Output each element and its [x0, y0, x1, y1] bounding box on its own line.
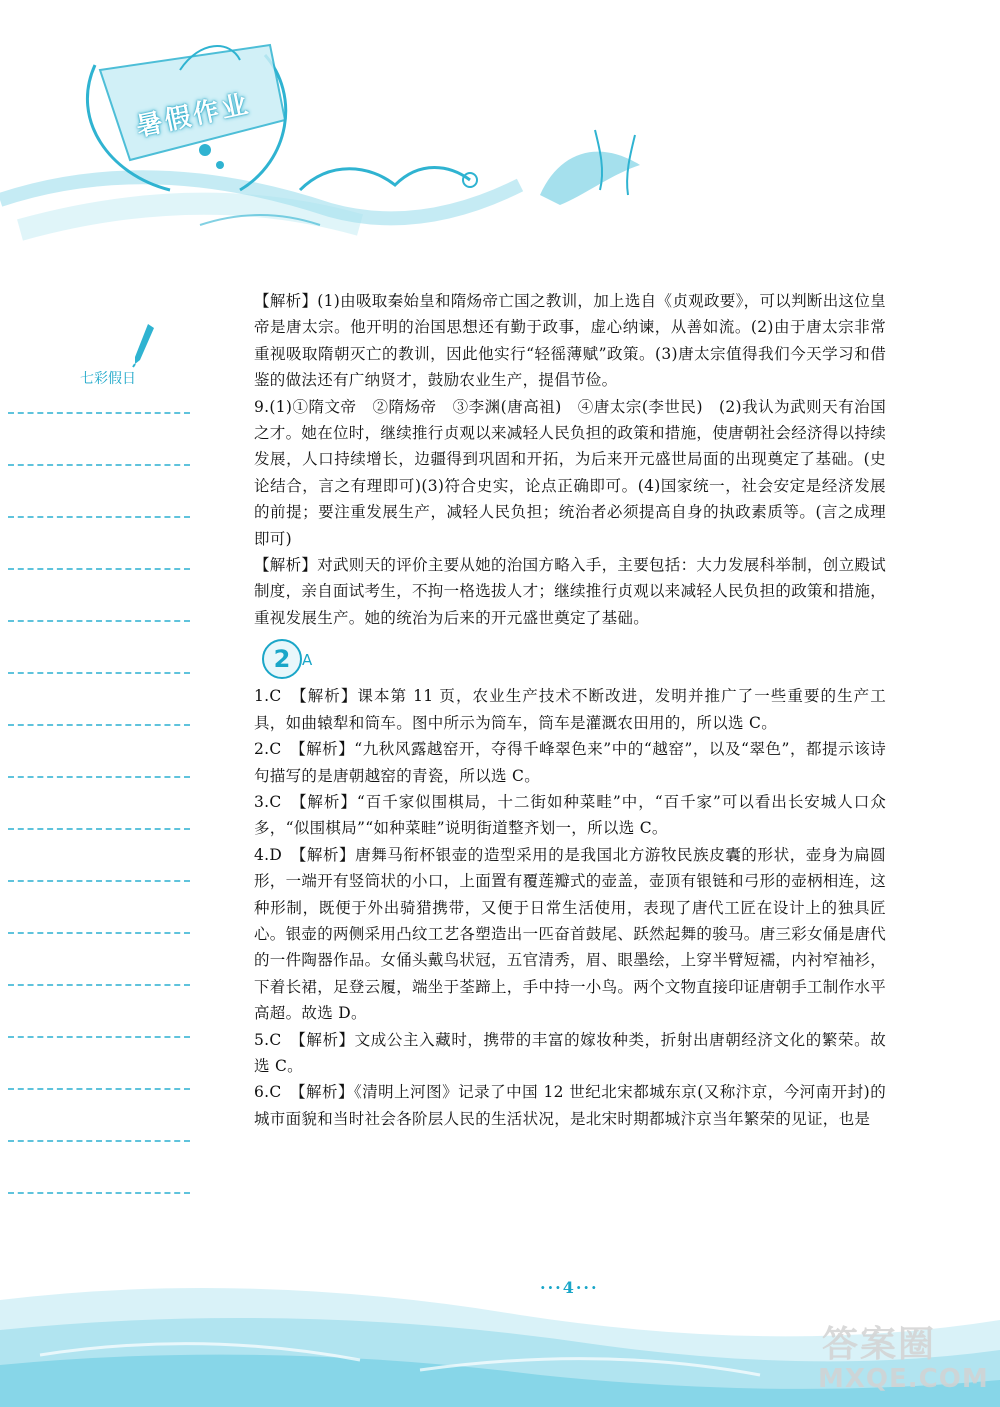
pen-icon	[132, 322, 156, 368]
section-number: 2	[262, 639, 302, 679]
guide-line	[8, 1088, 190, 1090]
watermark-badge: 答案圈	[822, 1324, 937, 1365]
answer-paragraph: 1.C 【解析】课本第 11 页，农业生产技术不断改进，发明并推广了一些重要的生产工具，如曲辕犁和筒车。图中所示为筒车，筒车是灌溉农田用的，所以选 C。	[254, 687, 886, 732]
header-banner-decoration	[0, 0, 700, 250]
guide-line	[8, 620, 190, 622]
answer-paragraph: 【解析】(1)由吸取秦始皇和隋炀帝亡国之教训，加上选自《贞观政要》，可以判断出这位皇帝是唐太宗。他开明的治国思想还有勤于政事，虚心纳谏，从善如流。(2)由于唐太宗非常重视吸取隋朝灭亡的教训，因此他实行“轻徭薄赋”政策。(3)唐太宗值得我们今天学习和借鉴的做法还有广纳贤才，鼓励农业生产，提倡节俭。	[254, 292, 886, 390]
page-number: ···4···	[540, 1278, 599, 1297]
guide-line	[8, 1036, 190, 1038]
answer-paragraph: 3.C 【解析】“百千家似围棋局，十二街如种菜畦”中，“百千家”可以看出长安城人口众多，“似围棋局”“如种菜畦”说明街道整齐划一，所以选 C。	[254, 792, 886, 838]
answer-paragraph: 6.C 【解析】《清明上河图》记录了中国 12 世纪北宋都城东京(又称汴京，今河南开封)的城市面貌和当时社会各阶层人民的生活状况，是北宋时期都城汴京当年繁荣的见证，也是	[254, 1083, 886, 1128]
answer-paragraph: 5.C 【解析】文成公主入藏时，携带的丰富的嫁妆种类，折射出唐朝经济文化的繁荣。故选 C。	[254, 1030, 886, 1075]
answer-paragraph: 【解析】对武则天的评价主要从她的治国方略入手，主要包括：大力发展科举制，创立殿试制度，亲自面试考生，不拘一格选拔人才；继续推行贞观以来减轻人民负担的政策和措施，重视发展生产。她的统治为后来的开元盛世奠定了基础。	[254, 556, 887, 627]
guide-line	[8, 984, 190, 986]
guide-line	[8, 568, 190, 570]
watermark-url: MXQE.COM	[818, 1364, 989, 1394]
guide-line	[8, 516, 190, 518]
guide-line	[8, 464, 190, 466]
guide-line	[8, 828, 190, 830]
header-title: 暑假作业	[133, 89, 254, 143]
sidebar-label: 七彩假日	[80, 371, 136, 387]
guide-line	[8, 672, 190, 674]
guide-line	[8, 724, 190, 726]
guide-line	[8, 1192, 190, 1194]
guide-line	[8, 1140, 190, 1142]
guide-line	[8, 412, 190, 414]
section-badge	[256, 637, 886, 681]
answer-paragraph: 4.D 【解析】唐舞马衔杯银壶的造型采用的是我国北方游牧民族皮囊的形状，壶身为扁圆形，一端开有竖筒状的小口，上面置有覆莲瓣式的壶盖，壶顶有银链和弓形的壶柄相连，这种形制，既便于外出骑猎携带，又便于日常生活使用，表现了唐代工匠在设计上的独具匠心。银壶的两侧采用凸纹工艺各塑造出一匹奋首鼓尾、跃然起舞的骏马。唐三彩女俑是唐代的一件陶器作品。女俑头戴鸟状冠，五官清秀，眉、眼墨绘，上穿半臂短襦，内衬窄袖衫，下着长裙，足登云履，端坐于荃蹄上，手中持一小鸟。两个文物直接印证唐朝手工制作水平高超。故选 D。	[254, 845, 887, 1023]
answer-content	[254, 288, 886, 1132]
guide-line	[8, 932, 190, 934]
section-letter: A	[302, 651, 313, 670]
guide-line	[8, 880, 190, 882]
answer-paragraph: 9.(1)①隋文帝 ②隋炀帝 ③李渊(唐高祖) ④唐太宗(李世民) (2)我认为武则天有治国之才。她在位时，继续推行贞观以来减轻人民负担的政策和措施，使唐朝社会经济得以持续发展，人口持续增长，边疆得到巩固和开拓，为后来开元盛世局面的出现奠定了基础。(史论结合，言之有理即可)(3)符合史实，论点正确即可。(4)国家统一，社会安定是经济发展的前提；要注重发展生产，减轻人民负担；统治者必须提高自身的执政素质等。(言之成理即可)	[254, 397, 887, 548]
guide-line	[8, 776, 190, 778]
answer-paragraph: 2.C 【解析】“九秋风露越窑开，夺得千峰翠色来”中的“越窑”，以及“翠色”，都提示该诗句描写的是唐朝越窑的青瓷，所以选 C。	[254, 740, 886, 785]
